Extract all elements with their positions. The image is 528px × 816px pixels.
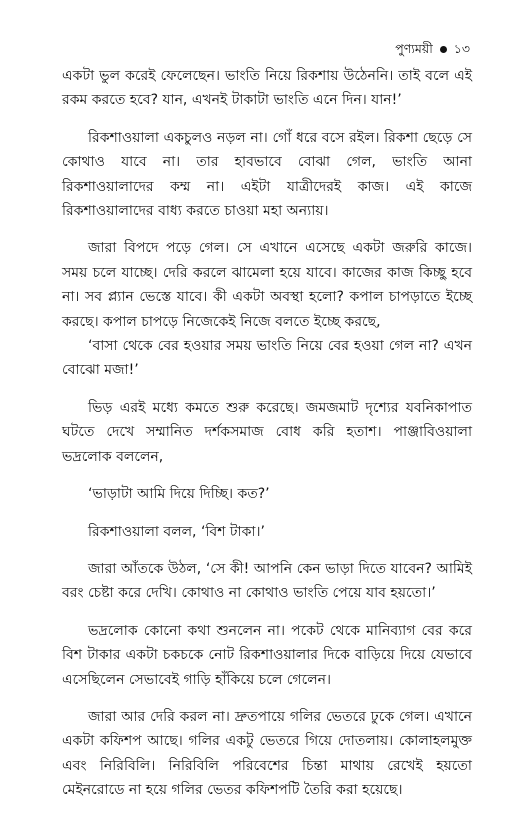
paragraph-2: রিকশাওয়ালা একচুলও নড়ল না। গোঁ ধরে বসে রইল। রিকশা ছেড়ে সে কোথাও যাবে না। তার হাবভাবে বোঝা গেল, ভাংতি আনা রিকশাওয়ালাদের কম্ম না। এইটা যাত্রীদেরই কাজ। এই কাজে রিকশাওয়ালাদের বাধ্য করতে চাওয়া মহা অন্যায়। — [62, 129, 472, 220]
page-number: ১৩ — [453, 41, 470, 56]
paragraph-7: রিকশাওয়ালা বলল, ‘বিশ টাকা।’ — [88, 523, 265, 540]
paragraph-3: জারা বিপদে পড়ে গেল। সে এখানে এসেছে একটা জরুরি কাজে। সময় চলে যাচ্ছে। দেরি করলে ঝামেলা হয়ে যাবে। কাজের কাজ কিচ্ছু হবে না। সব প্ল্যান ভেস্তে যাবে। কী একটা অবস্থা হলো? কপাল চাপড়াতে ইচ্ছে করছে। কপাল চাপড়ে নিজেকেই নিজে বলতে ইচ্ছে করছে, — [62, 240, 472, 330]
page-body — [62, 64, 472, 803]
paragraph-1: একটা ভুল করেই ফেলেছেন। ভাংতি নিয়ে রিকশায় উঠেননি। তাই বলে এই রকম করতে হবে? যান, এখনই টাকাটা ভাংতি এনে দিন। যান!’ — [62, 68, 472, 109]
paragraph-8: জারা আঁতকে উঠল, ‘সে কী! আপনি কেন ভাড়া দিতে যাবেন? আমিই বরং চেষ্টা করে দেখি। কোথাও না কোথাও ভাংতি পেয়ে যাব হয়তো।’ — [62, 560, 472, 602]
paragraph-10: জারা আর দেরি করল না। দ্রুতপায়ে গলির ভেতরে ঢুকে গেল। এখানে একটা কফিশপ আছে। গলির একটু ভেতরে গিয়ে দোতলায়। কোলাহলমুক্ত এবং নিরিবিলি। নিরিবিলি পরিবেশের চিন্তা মাথায় রেখেই হয়তো মেইনরোডে না হয়ে গলির ভেতর কফিশপটি তৈরি করা হয়েছে। — [62, 708, 472, 799]
paragraph-9: ভদ্রলোক কোনো কথা শুনলেন না। পকেট থেকে মানিব্যাগ বের করে বিশ টাকার একটা চকচকে নোট রিকশাওয়ালার দিকে বাড়িয়ে দিয়ে যেভাবে এসেছিলেন সেভাবেই গাড়ি হাঁকিয়ে চলে গেলেন। — [62, 622, 472, 688]
book-title: পুণ্যময়ী — [395, 41, 433, 56]
running-header — [395, 41, 470, 57]
paragraph-6: ‘ভাড়াটা আমি দিয়ে দিচ্ছি। কত?’ — [88, 486, 270, 503]
paragraph-4: ‘বাসা থেকে বের হওয়ার সময় ভাংতি নিয়ে বের হওয়া গেল না? এখন বোঝো মজা!’ — [62, 338, 472, 379]
bullet-separator — [440, 46, 447, 53]
paragraph-5: ভিড় এরই মধ্যে কমতে শুরু করেছে। জমজমাট দৃশ্যের যবনিকাপাত ঘটতে দেখে সম্মানিত দর্শকসমাজ বোধ করি হতাশ। পাঞ্জাবিওয়ালা ভদ্রলোক বললেন, — [62, 399, 472, 465]
